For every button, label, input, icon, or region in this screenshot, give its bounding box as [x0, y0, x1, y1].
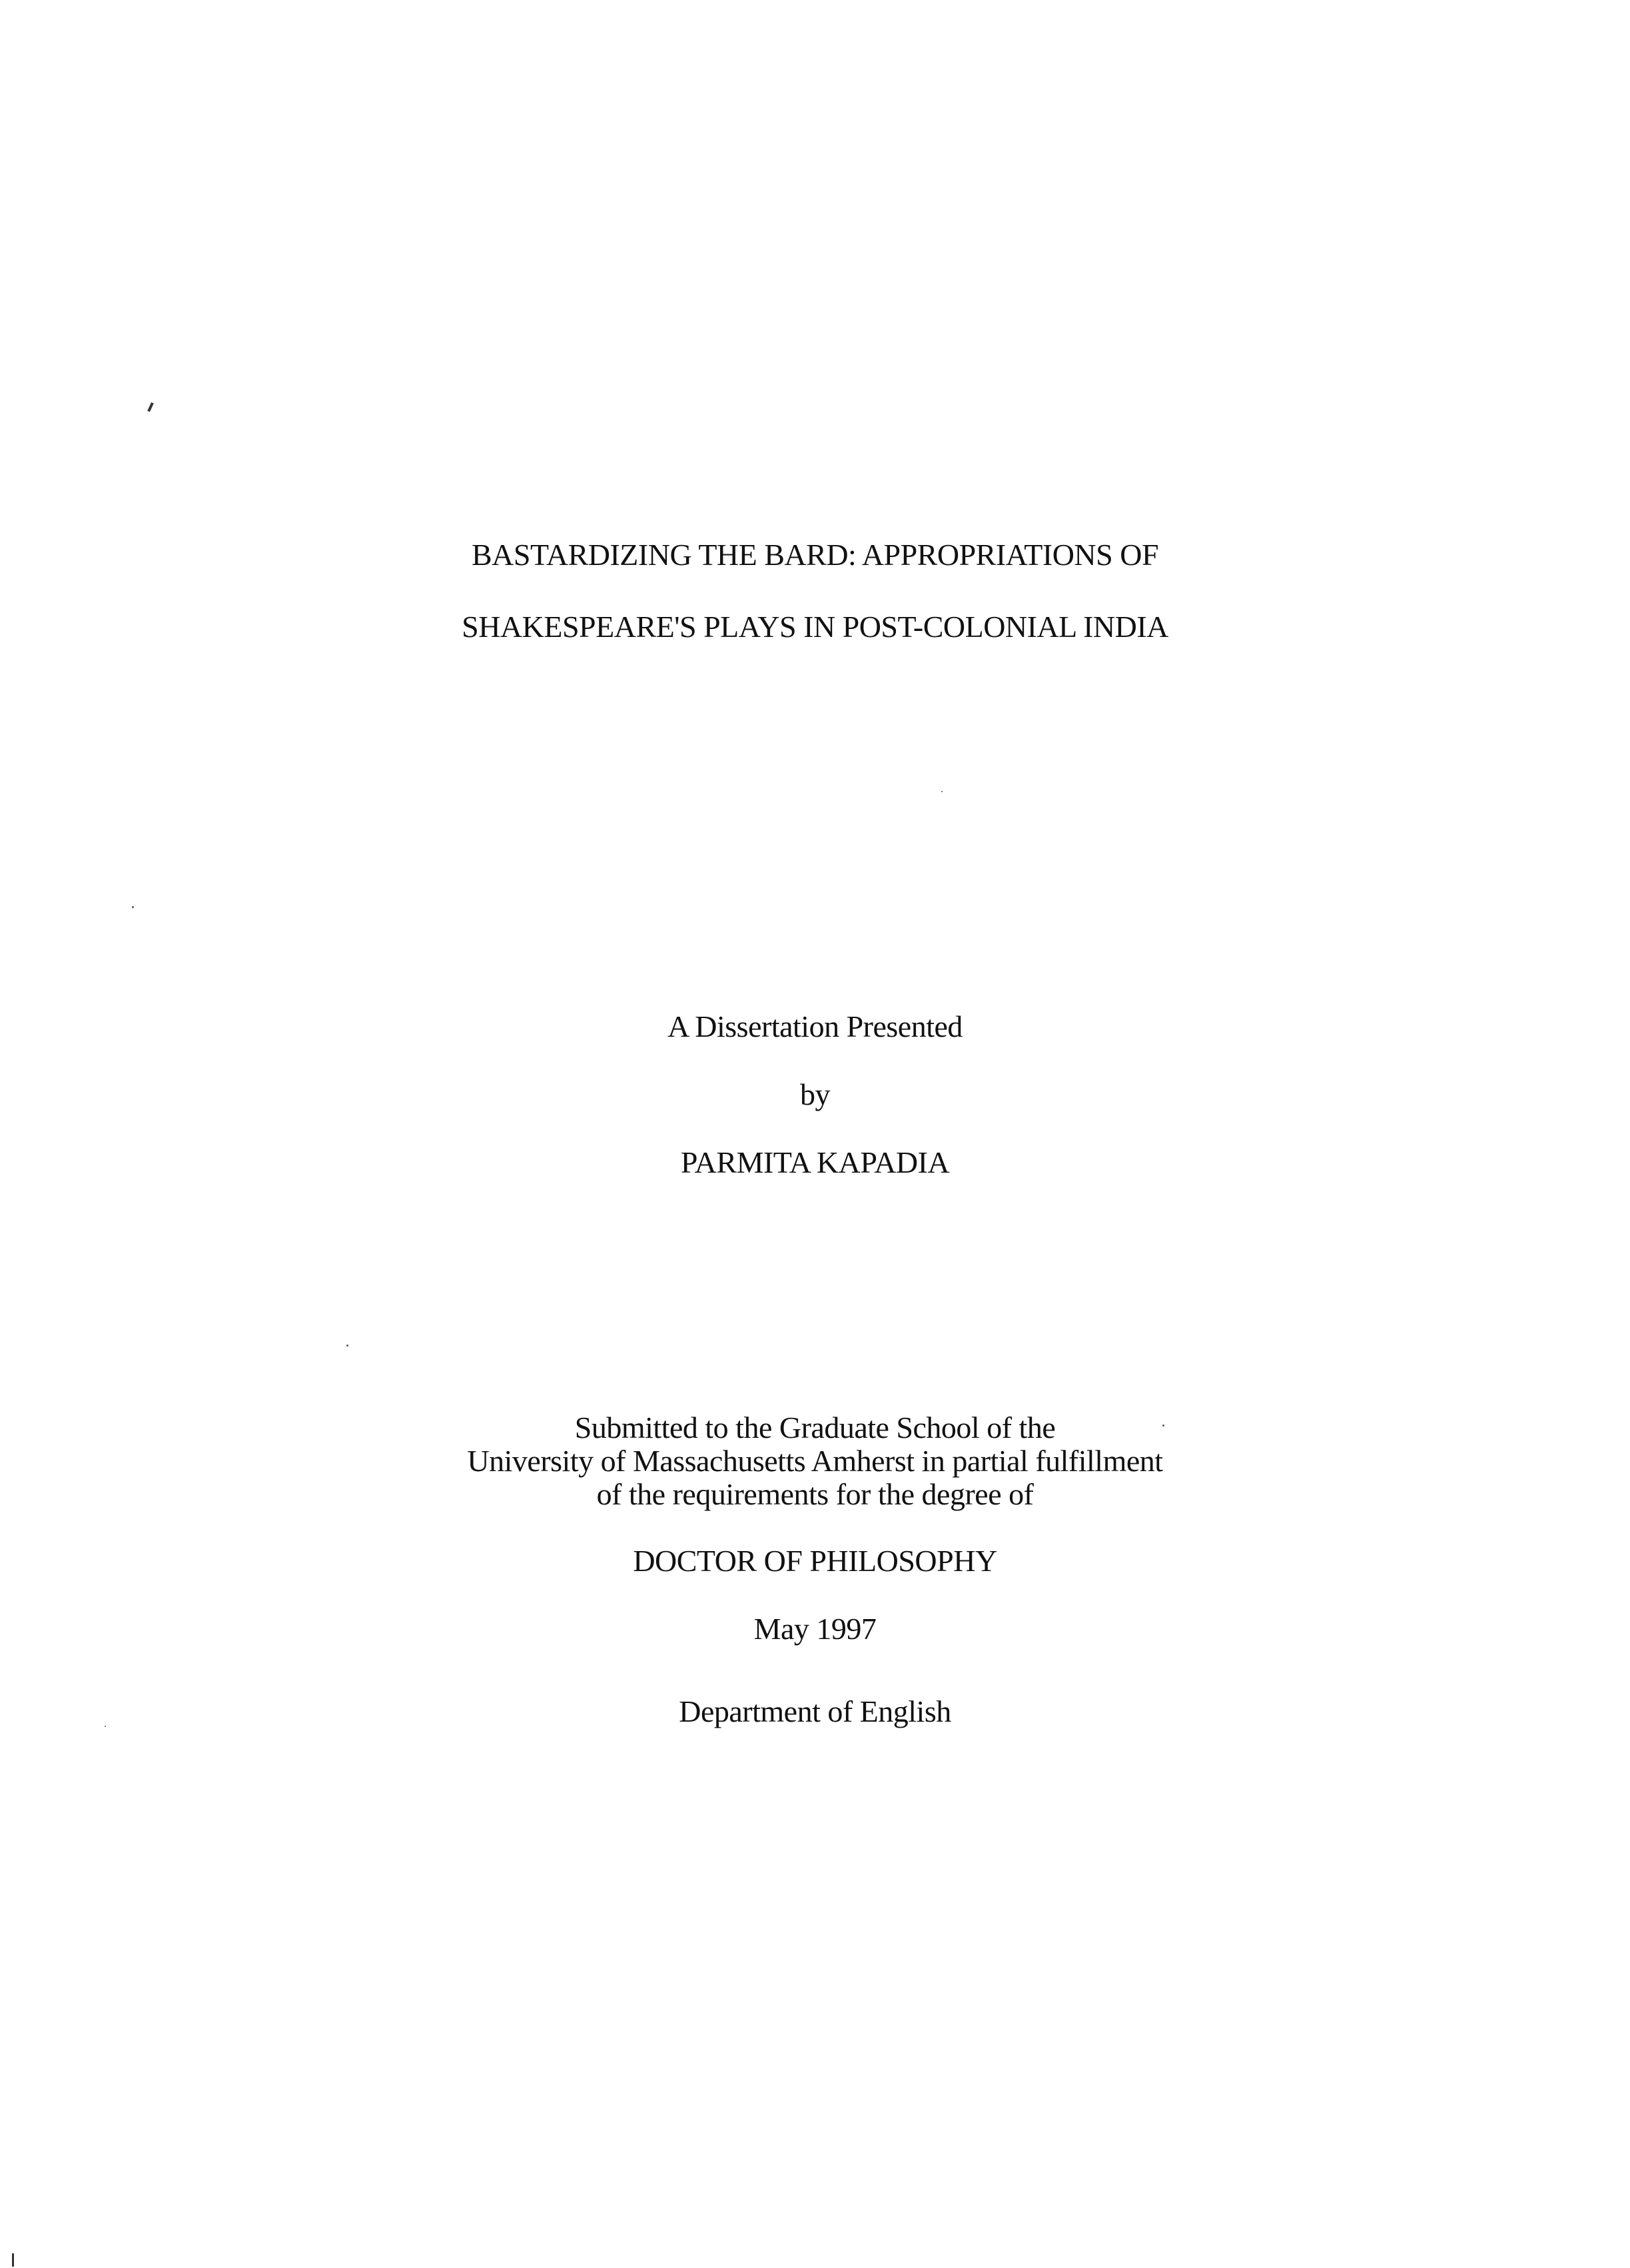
scan-mark [12, 2253, 14, 2267]
submission-line-1: Submitted to the Graduate School of the [574, 1411, 1056, 1444]
scan-speck [346, 1345, 348, 1347]
title-line-1: BASTARDIZING THE BARD: APPROPRIATIONS OF [471, 538, 1159, 572]
title-line-2: SHAKESPEARE'S PLAYS IN POST-COLONIAL INDIA [462, 610, 1168, 644]
scan-speck [941, 791, 943, 792]
scan-speck [132, 906, 134, 908]
scan-mark [147, 402, 154, 412]
submission-line-3: of the requirements for the degree of [596, 1477, 1034, 1511]
date: May 1997 [753, 1612, 877, 1646]
submission-line-2: University of Massachusetts Amherst in partial fulfillment [467, 1444, 1163, 1478]
degree: DOCTOR OF PHILOSOPHY [633, 1544, 997, 1578]
author-name: PARMITA KAPADIA [680, 1145, 950, 1179]
presented-line: A Dissertation Presented [667, 1009, 963, 1043]
department: Department of English [679, 1694, 951, 1728]
by-line: by [800, 1077, 830, 1111]
